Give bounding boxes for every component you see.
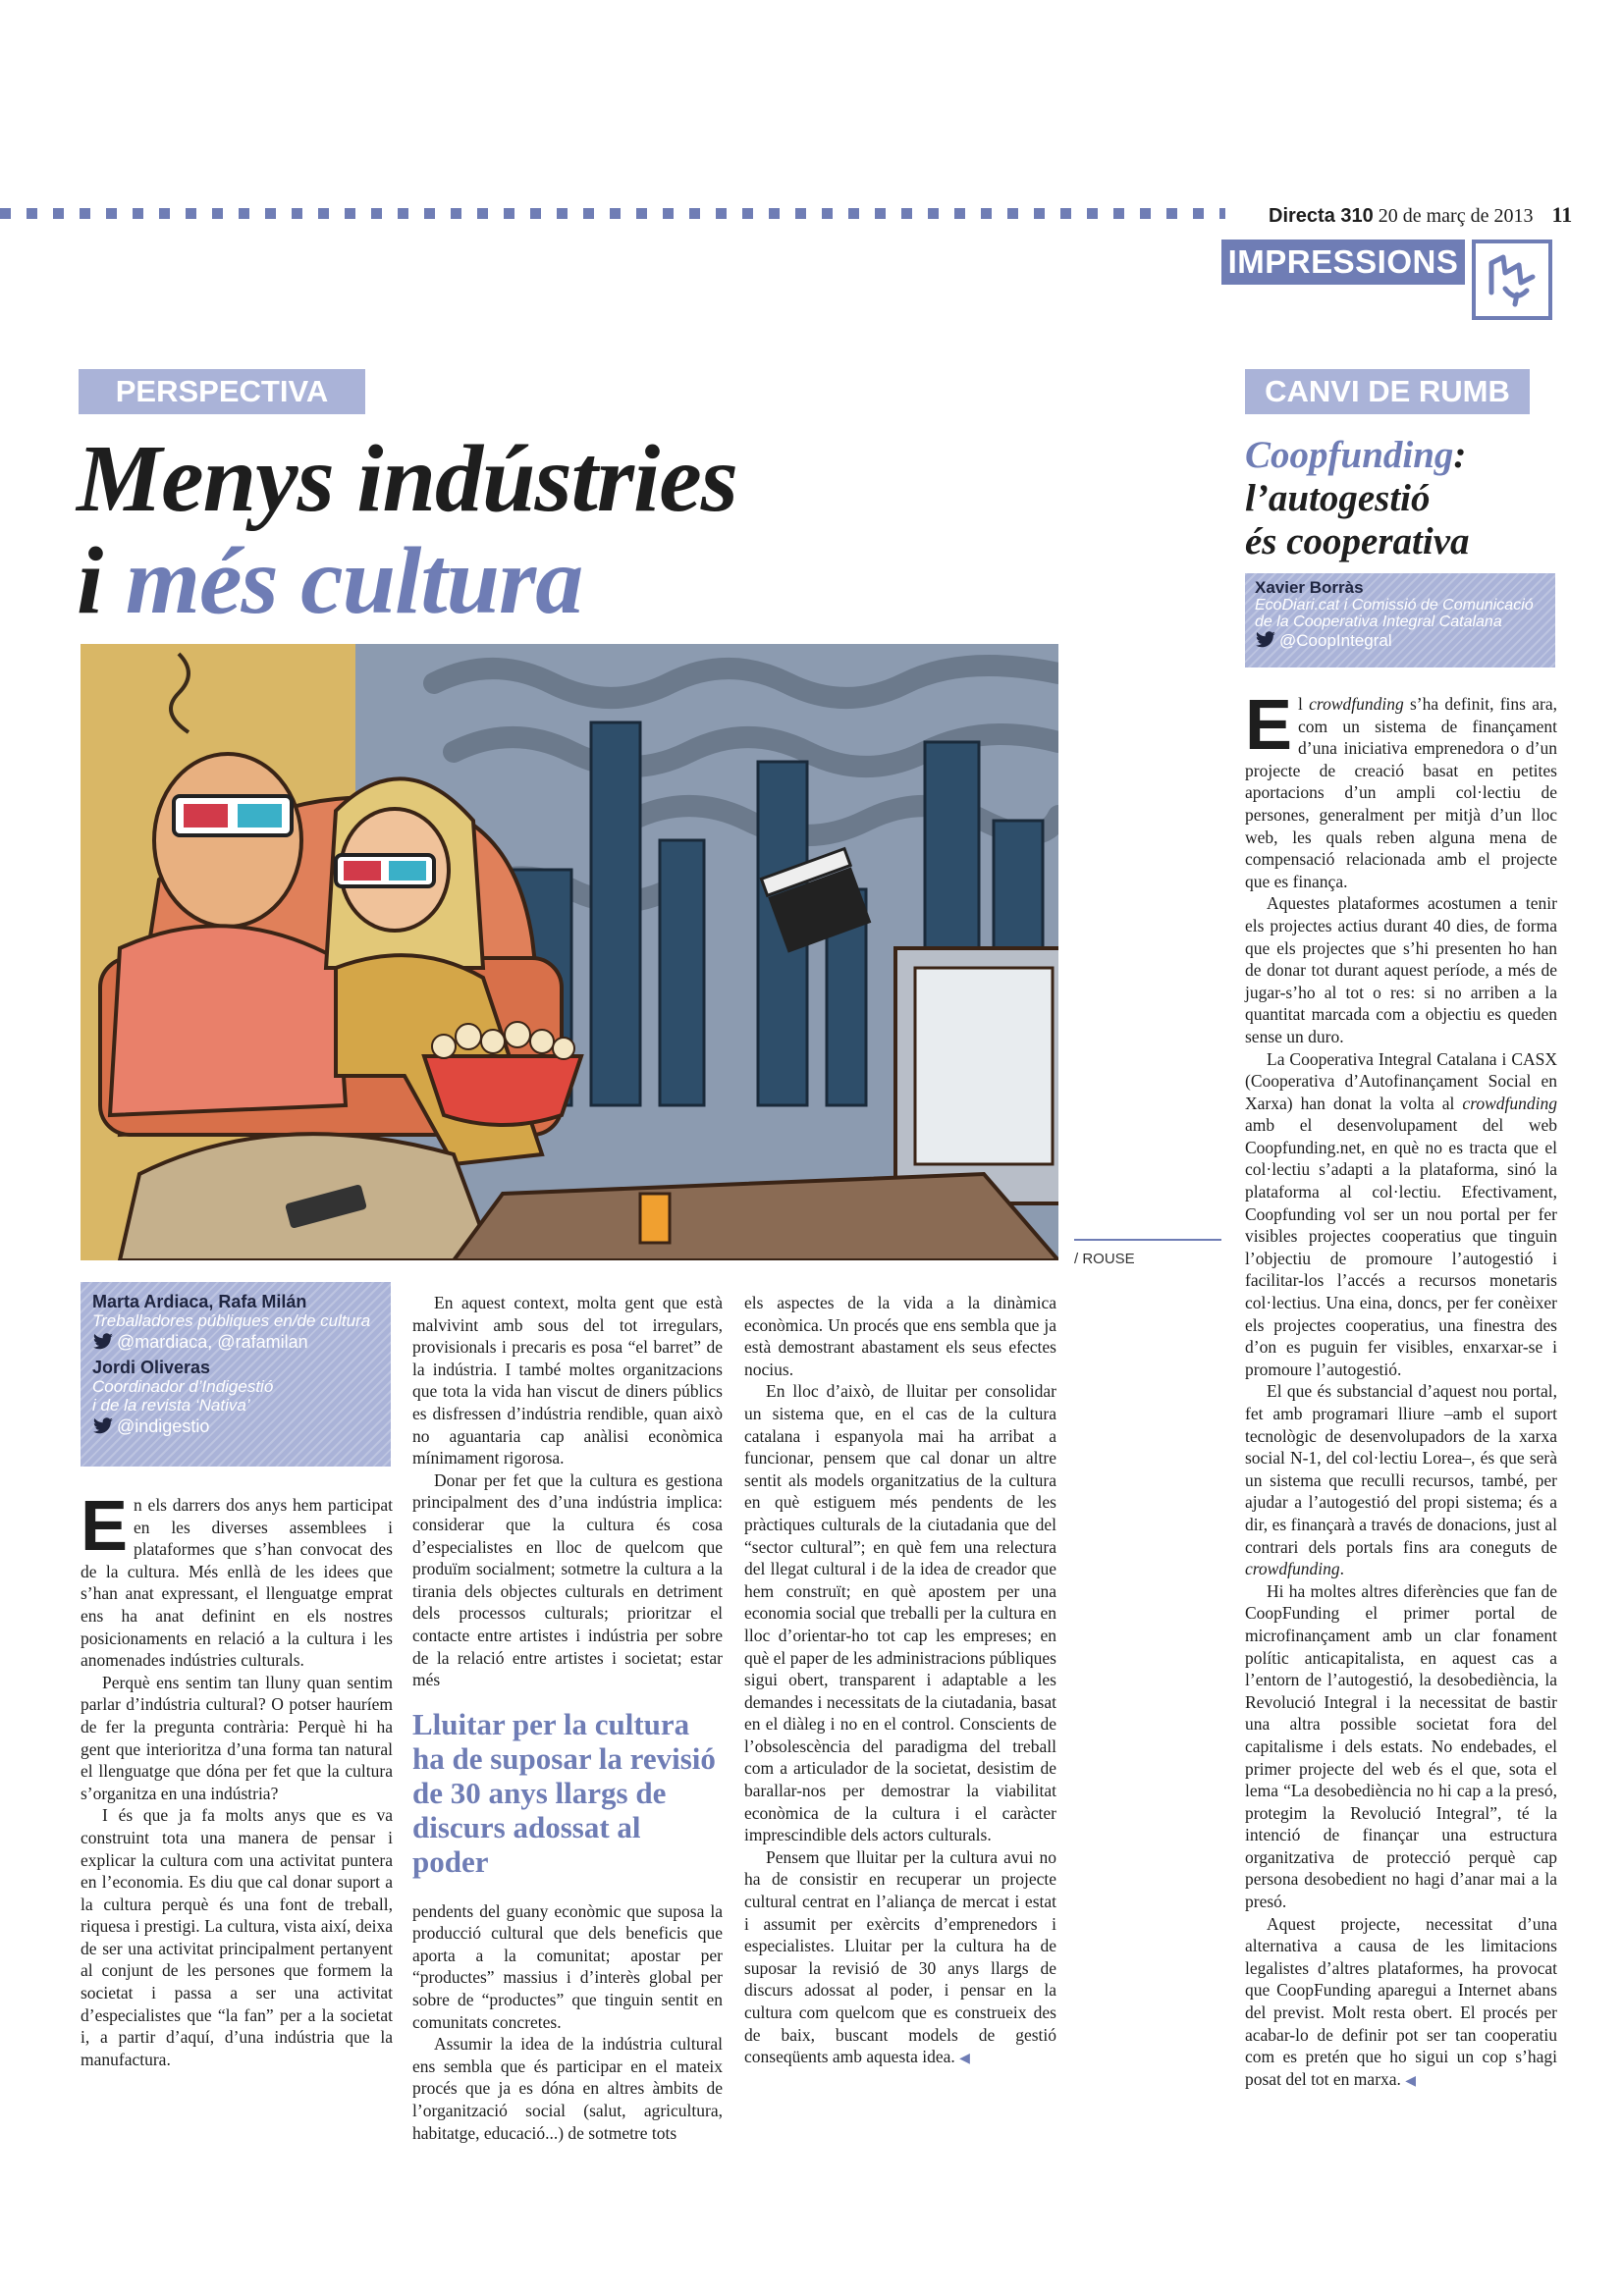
- title-word-i: i: [77, 528, 103, 634]
- paragraph-text: amb el desenvolupament del web Coopfunding.net, en què no es tracta que el col·lectiu s’adapti a la plataforma, sinó la plataforma al col·lectiu. Efectivament, Coopfunding vol ser un nou portal per fer visibles projectes cooperatius que tinguin l’objectiu de promoure l’autogestió i facilitar-los l’accés a recursos monetaris col·lectius. Una eina, doncs, per fer conèixer els projectes cooperatius, una finestra des d’on es puguin fer visibles, enxarxar-se i promoure l’autogestió.: [1245, 1115, 1557, 1379]
- article-column-2: [412, 1292, 723, 2144]
- sidebar-column: [1245, 686, 1557, 2093]
- article-column-1: [81, 1487, 393, 2070]
- pull-quote: Lluitar per la cultura ha de suposar la revisió de 30 anys llargs de discurs adossat al poder: [412, 1706, 716, 1879]
- title-blue-part: més cultura: [125, 528, 583, 634]
- paragraph: Hi ha moltes altres diferències que fan de CoopFunding el primer portal de microfinançament amb un clar fonament polític anticapitalista, en aquest cas a l’entorn de l’autogestió, la desobediència, la Revolució Integral i la necessitat de bastir una altra possible societat fora del capitalisme i dels estats. No endebades, el primer projecte del web és el que, sota el lema “La desobediència no hi cap a la presó, protegim la Revolució Integral”, té la intenció de finançar una estructura organitzativa de protecció perquè cap persona desobedient no hagi d’anar mai a la presó.: [1245, 1580, 1557, 1912]
- paragraph: els aspectes de la vida a la dinàmica econòmica. Un procés que ens sembla que ja està demostrant abastament els seus efectes nocius.: [744, 1293, 1056, 1379]
- paragraph: En aquest context, molta gent que està malvivint amb sous del tot irregulars, provisionals i precaris es posa “el barret” de la indústria. I també moltes organitzacions que tota la vida han viscut de diners públics es disfressen d’indústria rendible, quan això no aguantaria cap anàlisi econòmica mínimament rigorosa.: [412, 1293, 723, 1468]
- paragraph-text: El que és substancial d’aquest nou portal, fet amb programari lliure –amb el suport tecnològic de desenvolupadors de la xarxa social N-1, del col·lectiu Lorea–, és que serà un sistema que reculli recursos, també, per ajudar a l’autogestió del propi sistema; és a dir, es finançarà a través de donacions, just al contrari dels portals fins ara coneguts de: [1245, 1381, 1557, 1557]
- paragraph: Aquestes plataformes acostumen a tenir els projectes actius durant 40 dies, de forma que els projectes que s’hi presenten ho han de donar tot durant aquest període, a més de jugar-s’ho al tot o res: si no arriben a la quantitat marcada com a objectiu es queden sense un duro.: [1245, 893, 1557, 1046]
- paragraph: Assumir la idea de la indústria cultural ens sembla que és participar en el mateix procés que ja es dóna en altres àmbits de l’organització social (salut, agricultura, habitatge, educació...) de sotmetre tots: [412, 2034, 723, 2143]
- title-line-1: Menys indústries: [77, 426, 737, 532]
- sidebar-title-blue: Coopfunding: [1245, 434, 1454, 476]
- twitter-icon: [92, 1417, 114, 1435]
- sidebar-title: [1245, 434, 1569, 563]
- top-dotted-rule: [0, 208, 1225, 222]
- paragraph-text: l: [1298, 694, 1310, 714]
- sidebar-author-role-2: de la Cooperativa Integral Catalana: [1255, 614, 1502, 630]
- drop-cap: E: [1245, 686, 1293, 765]
- sidebar-author-box: [1245, 573, 1555, 667]
- paragraph: Donar per fet que la cultura es gestiona principalment des d’una indústria implica: considerar que la cultura és cosa d’especialistes en lloc de quelcom que produïm socialment; sotmetre la cultura a la tirania dels objectes culturals en detriment dels processos culturals; prioritzar el contacte entre artistes i indústria per sobre de la relació entre artistes i societat; estar més: [412, 1469, 723, 1690]
- twitter-icon: [92, 1333, 114, 1351]
- paragraph: [81, 1487, 393, 1672]
- sidebar-title-line-1: [1245, 434, 1569, 477]
- sidebar-title-line-3: és cooperativa: [1245, 520, 1470, 562]
- article-column-3: [744, 1292, 1056, 2071]
- sidebar-author-twitter: [1255, 630, 1545, 651]
- author-twitter-1: [92, 1330, 379, 1354]
- impressions-logo-icon: [1472, 240, 1552, 320]
- article-title: [77, 428, 960, 632]
- emphasis: crowdfunding: [1462, 1093, 1557, 1113]
- author-role-1: Treballadores públiques en/de cultura: [92, 1311, 371, 1330]
- section-banner: IMPRESSIONS: [1221, 240, 1465, 285]
- author-box: [81, 1282, 391, 1467]
- issue-date: 20 de març de 2013: [1378, 205, 1534, 227]
- sidebar-title-colon: :: [1453, 434, 1467, 476]
- sidebar-title-line-2: l’autogestió: [1245, 477, 1431, 519]
- section-tag-canvi-de-rumb: CANVI DE RUMB: [1245, 369, 1530, 414]
- author-role-2b: i de la revista ‘Nativa’: [92, 1396, 250, 1415]
- paragraph-text: La Cooperativa Integral Catalana i CASX (Cooperativa d’Autofinançament Social en Xarxa) han donat la volta al: [1245, 1048, 1557, 1113]
- end-mark-icon: ◀: [1405, 2073, 1417, 2089]
- paragraph-text: Pensem que lluitar per la cultura avui no ha de consistir en recuperar un projecte cultural centrat en l’aliança de mercat i estat i assumit per exèrcits d’emprenedors i especialistes. Lluitar per la cultura ha de suposar la revisió de 30 anys llargs de discurs adossat al poder, i pensar en la cultura com quelcom que es construeix des de baix, buscant models de gestió conseqüents amb aquesta idea.: [744, 1846, 1056, 2067]
- twitter-handle-2: @indigestio: [117, 1416, 210, 1436]
- twitter-handle-1: @mardiaca, @rafamilan: [117, 1332, 308, 1352]
- paragraph: [1245, 686, 1557, 892]
- paragraph-text: n els darrers dos anys hem participat en les diverses assemblees i plataformes que s’han convocat des de la cultura. Més enllà de les idees que s’han anat expressant, el llenguatge emprat ens ha anat definint en els nostres posicionaments en relació a la cultura i les anomenades indústries culturals.: [81, 1495, 393, 1671]
- paragraph: Perquè ens sentim tan lluny quan sentim parlar d’indústria cultural? O potser hauríem de fer la pregunta contrària: Perquè hi ha gent que interioritza d’una forma tan natural el llenguatge que dóna per fet que la cultura s’organitza en una indústria?: [81, 1672, 393, 1803]
- page-header: [1269, 202, 1572, 228]
- illustration-credit: / ROUSE: [1074, 1239, 1221, 1267]
- sidebar-author-name: Xavier Borràs: [1255, 578, 1364, 597]
- author-twitter-2: [92, 1415, 379, 1438]
- paragraph: [744, 1846, 1056, 2071]
- end-mark-icon: ◀: [959, 2052, 970, 2067]
- paragraph: pendents del guany econòmic que suposa la producció cultural que dels beneficis que aporta a la comunitat; apostar per “productes” massius i d’interès global per sobre de “productes” que tinguin sentit en comunitats concretes.: [412, 1900, 723, 2032]
- paragraph: En lloc d’això, de lluitar per consolidar un sistema que, en el cas de la cultura catalana i espanyola mai ha arribat a funcionar, pensem que cal donar un altre sentit als models organitzatius de la cultura en què estiguem més pendents de les pràctiques culturals de la ciutadania que del “sector cultural”; en què fem una relectura del llegat cultural i de la idea de creador que hem construït; en què apostem per una economia social que treballi per la cultura en lloc d’orientar-ho tot cap les empreses; en què el paper de les administracions públiques sigui obert, transparent i adaptable a les demandes i necessitats de la ciutadania, basat en el diàleg i no en el control. Conscients de l’obsolescència del paradigma del treball com a articulador de la societat, desistim de barallar-nos per demostrar la viabilitat econòmica de la cultura i el caràcter imprescindible dels actors culturals.: [744, 1381, 1056, 1845]
- paragraph-text: Aquest projecte, necessitat d’una alternativa a causa de les limitacions legalistes d’altres plataformes, ha provocat que CoopFunding aparegui a Internet abans del previst. Molt resta obert. El procés per acabar-lo de definir pot ser tan cooperatiu com es pretén que ho sigui un cop s’hagi posat del tot en marxa.: [1245, 1913, 1557, 2089]
- emphasis: crowdfunding: [1245, 1559, 1340, 1579]
- drop-cap: E: [81, 1487, 129, 1566]
- author-role-2a: Coordinador d’Indigestió: [92, 1377, 274, 1396]
- emphasis: crowdfunding: [1309, 694, 1404, 714]
- paragraph: [1245, 1048, 1557, 1381]
- author-names-1: Marta Ardiaca, Rafa Milán: [92, 1292, 307, 1311]
- paragraph: I és que ja fa molts anys que es va construint tota una manera de pensar i explicar la cultura com una activitat puntera en l’economia. Es diu que cal donar suport a la cultura perquè és una font de treball, riquesa i prestigi. La cultura, vista així, deixa de ser una activitat principalment pertanyent al conjunt de les persones que formem la societat i passa a ser una activitat d’especialistes que “la fan” per a la societat i, a partir d’aquí, d’una indústria que la manufactura.: [81, 1805, 393, 2069]
- section-tag-perspectiva: PERSPECTIVA: [79, 369, 365, 414]
- paragraph-text: .: [1339, 1559, 1344, 1579]
- paragraph-text: s’ha definit, fins ara, com un sistema de finançament d’una iniciativa emprenedora o d’un projecte de creació basat en petites aportacions d’un ampli col·lectiu de persones, generalment per mitjà d’un lloc web, les quals reben alguna mena de compensació relacionada amb el projecte que es finança.: [1245, 694, 1557, 891]
- twitter-icon: [1255, 631, 1276, 649]
- paragraph: [1245, 1380, 1557, 1579]
- sidebar-author-role-1: EcoDiari.cat i Comissió de Comunicació: [1255, 597, 1534, 614]
- article-illustration: [81, 644, 1058, 1260]
- paragraph: [1245, 1913, 1557, 2094]
- title-line-2: [77, 530, 960, 632]
- publication-name: Directa 310: [1269, 205, 1374, 227]
- author-names-2: Jordi Oliveras: [92, 1358, 211, 1377]
- sidebar-twitter-handle: @CoopIntegral: [1279, 631, 1392, 650]
- page-number: 11: [1551, 202, 1573, 227]
